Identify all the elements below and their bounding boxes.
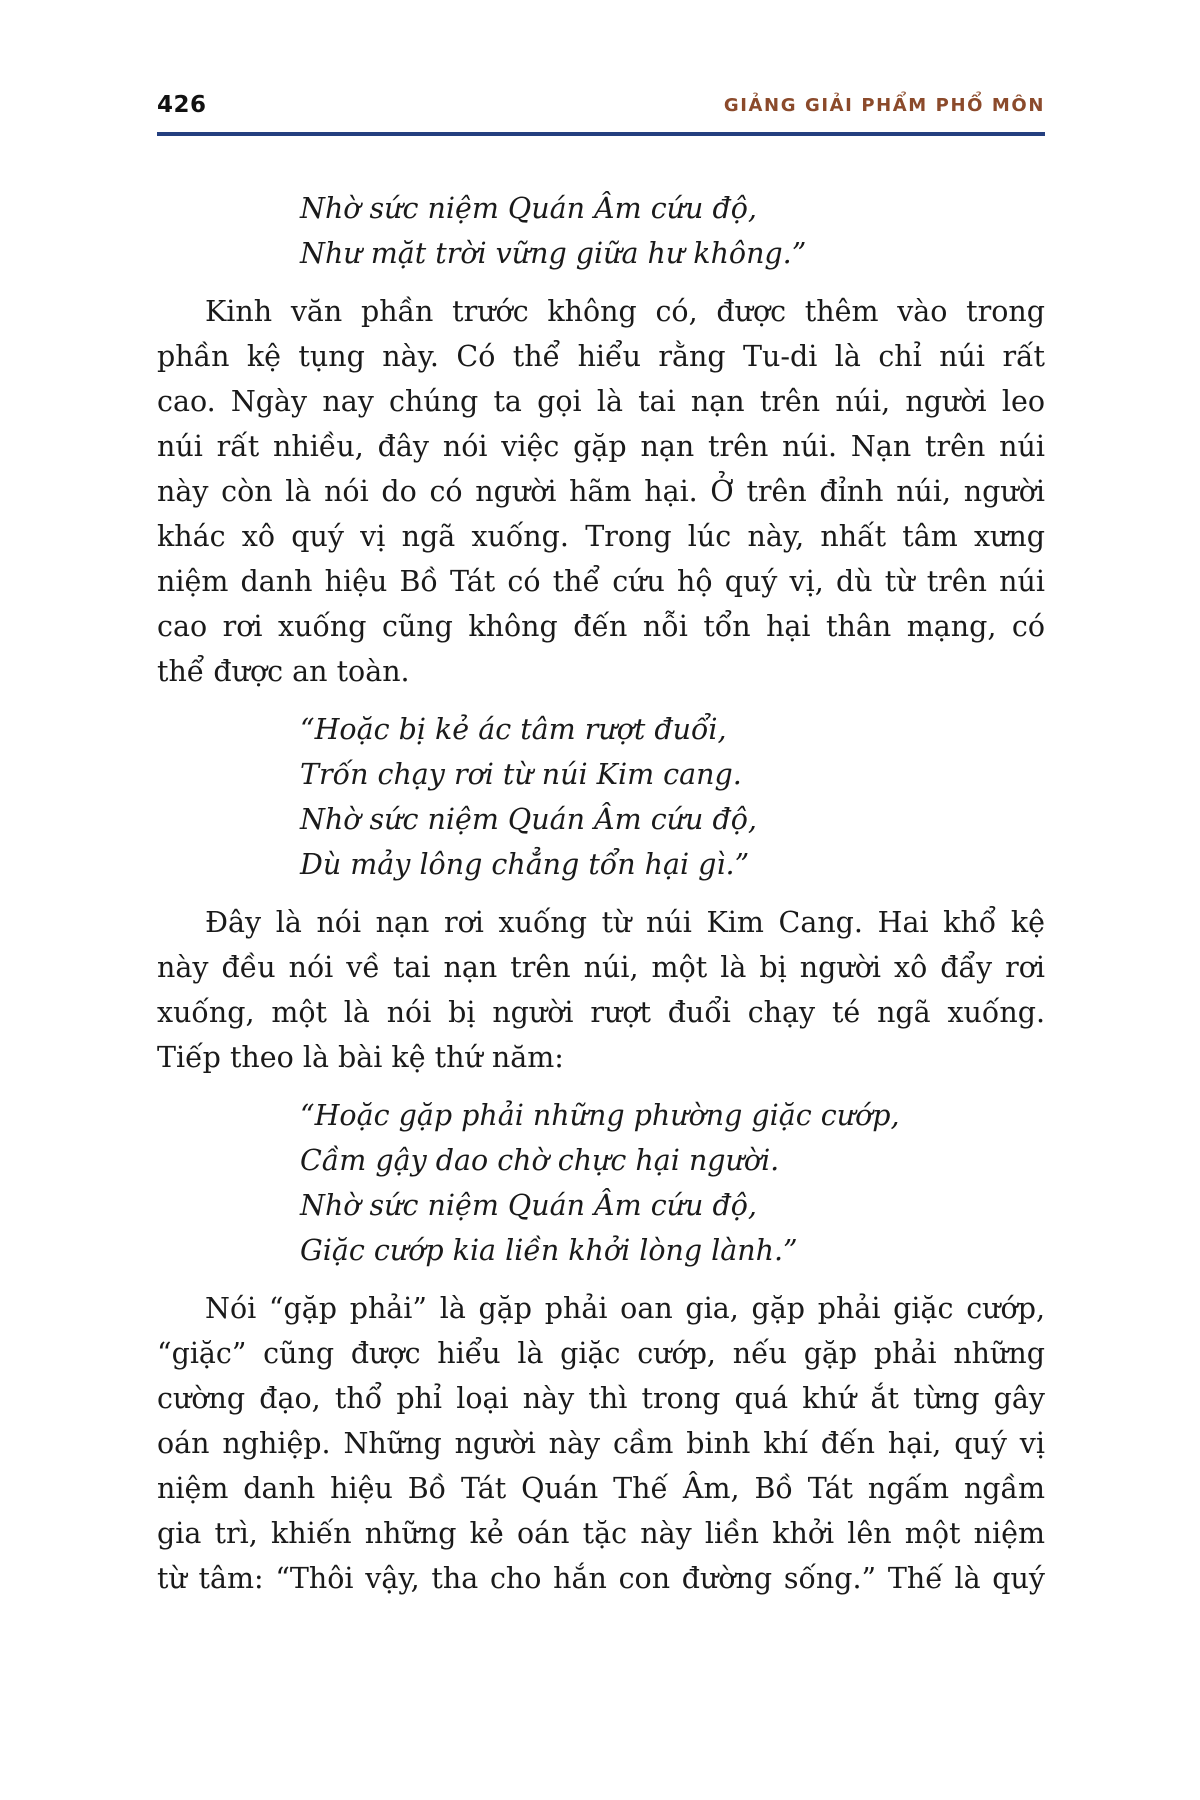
verse-line: Trốn chạy rơi từ núi Kim cang. [300,758,742,791]
paragraph-1 [157,289,1045,694]
text-line: niệm danh hiệu Bồ Tát có thể cứu hộ quý vị, dù từ trên núi [157,565,1045,598]
verse-line: Nhờ sức niệm Quán Âm cứu độ, [300,1189,757,1222]
running-title: GIẢNG GIẢI PHẨM PHỔ MÔN [723,95,1045,116]
verse-line: Dù mảy lông chẳng tổn hại gì.” [300,848,750,881]
page-body [157,186,1045,1601]
verse-line: Nhờ sức niệm Quán Âm cứu độ, [300,803,757,836]
text-line: này còn là nói do có người hãm hại. Ở trên đỉnh núi, người [157,475,1045,508]
page-number: 426 [157,92,207,118]
text-line: khác xô quý vị ngã xuống. Trong lúc này, nhất tâm xưng [157,520,1045,553]
verse-line: Nhờ sức niệm Quán Âm cứu độ, [300,192,757,225]
verse-block-3 [300,1093,1045,1273]
header-rule [157,132,1045,136]
text-line: từ tâm: “Thôi vậy, tha cho hắn con đường sống.” Thế là quý [157,1562,1045,1595]
text-line: Đây là nói nạn rơi xuống từ núi Kim Cang. Hai khổ kệ [205,906,1045,939]
text-line: cường đạo, thổ phỉ loại này thì trong quá khứ ắt từng gây [157,1382,1045,1415]
paragraph-3 [157,1286,1045,1601]
text-line: “giặc” cũng được hiểu là giặc cướp, nếu gặp phải những [157,1337,1045,1370]
verse-line: Giặc cướp kia liền khởi lòng lành.” [300,1234,798,1267]
text-line: Nói “gặp phải” là gặp phải oan gia, gặp phải giặc cướp, [205,1292,1045,1325]
verse-block-1 [300,186,1045,276]
verse-line: “Hoặc bị kẻ ác tâm rượt đuổi, [300,713,727,746]
text-line: gia trì, khiến những kẻ oán tặc này liền khởi lên một niệm [157,1517,1045,1550]
text-line: cao rơi xuống cũng không đến nỗi tổn hại thân mạng, có [157,610,1045,643]
verse-line: Cầm gậy dao chờ chực hại người. [300,1144,780,1177]
verse-block-2 [300,707,1045,887]
text-line: Tiếp theo là bài kệ thứ năm: [157,1041,564,1074]
text-line: oán nghiệp. Những người này cầm binh khí đến hại, quý vị [157,1427,1045,1460]
text-line: núi rất nhiều, đây nói việc gặp nạn trên núi. Nạn trên núi [157,430,1045,463]
page-header [157,92,1045,122]
verse-line: Như mặt trời vững giữa hư không.” [300,237,807,270]
text-line: niệm danh hiệu Bồ Tát Quán Thế Âm, Bồ Tát ngấm ngầm [157,1472,1045,1505]
text-line: Kinh văn phần trước không có, được thêm vào trong [205,295,1045,328]
text-line: này đều nói về tai nạn trên núi, một là bị người xô đẩy rơi [157,951,1045,984]
verse-line: “Hoặc gặp phải những phường giặc cướp, [300,1099,900,1132]
text-line: thể được an toàn. [157,655,410,688]
text-line: cao. Ngày nay chúng ta gọi là tai nạn trên núi, người leo [157,385,1045,418]
text-line: phần kệ tụng này. Có thể hiểu rằng Tu-di là chỉ núi rất [157,340,1045,373]
text-line: xuống, một là nói bị người rượt đuổi chạy té ngã xuống. [157,996,1045,1029]
paragraph-2 [157,900,1045,1080]
